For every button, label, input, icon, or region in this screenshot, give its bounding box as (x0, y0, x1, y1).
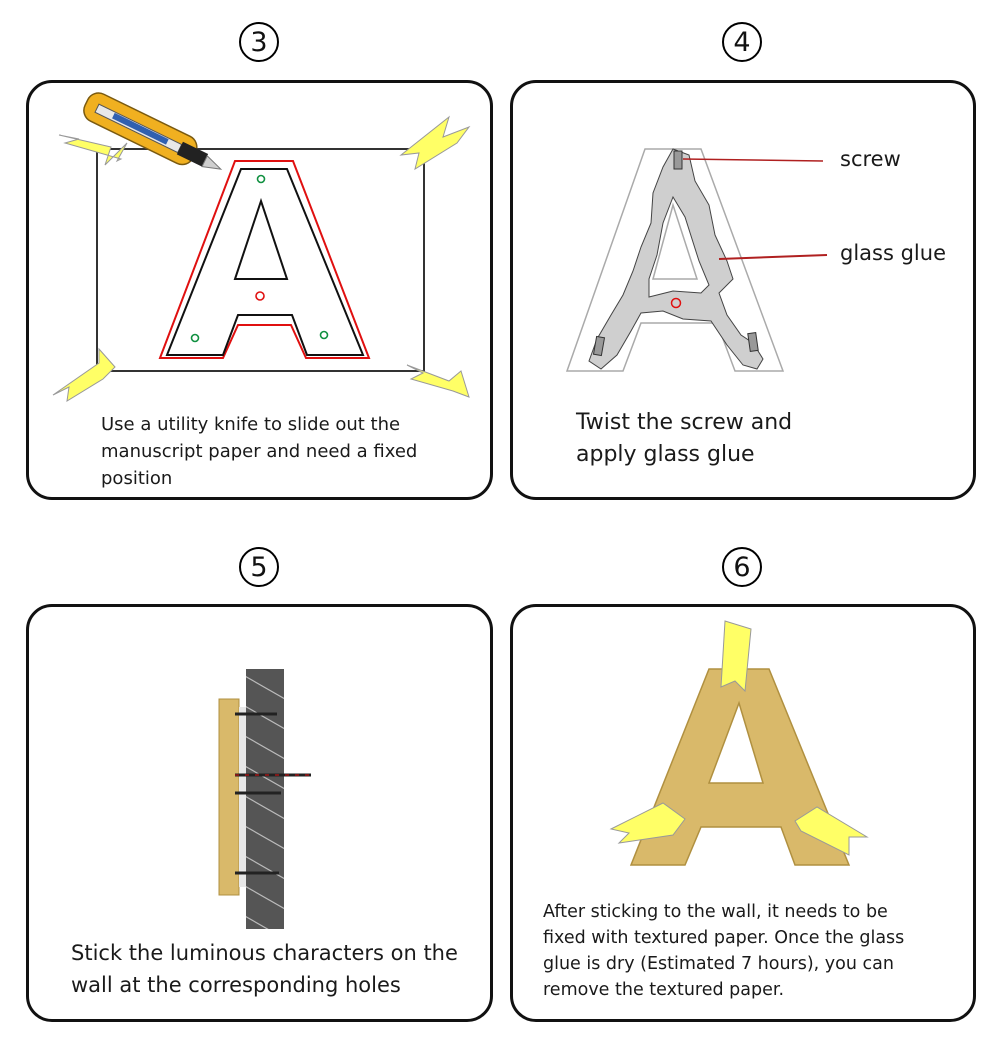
glass-glue-label: glass glue (840, 241, 946, 265)
screw-label: screw (840, 147, 901, 171)
caption-line: position (101, 468, 173, 489)
step-4-number: 4 (722, 22, 762, 62)
step-4-caption (576, 407, 956, 471)
glue-leader-line (719, 255, 827, 259)
tape-strip (53, 349, 115, 401)
step-5-number: 5 (239, 547, 279, 587)
caption-line: manuscript paper and need a fixed (101, 441, 418, 462)
tape-strip (407, 365, 469, 397)
caption-line: wall at the corresponding holes (71, 973, 401, 997)
caption-line: apply glass glue (576, 442, 755, 467)
step-3-card (26, 80, 493, 500)
step-6-caption (543, 899, 973, 1003)
step-3-number: 3 (239, 22, 279, 62)
tape-strip (721, 621, 751, 691)
caption-line: glue is dry (Estimated 7 hours), you can (543, 954, 894, 974)
caption-line: Use a utility knife to slide out the (101, 414, 401, 435)
screw-body (674, 151, 682, 169)
step-6-number: 6 (722, 547, 762, 587)
caption-line: Stick the luminous characters on the (71, 941, 458, 965)
caption-line: fixed with textured paper. Once the glass (543, 928, 905, 948)
step-3-caption (101, 411, 481, 492)
caption-line: Twist the screw and (576, 410, 793, 435)
caption-line: remove the textured paper. (543, 980, 785, 1000)
step-5-card (26, 604, 493, 1022)
step-6-card (510, 604, 976, 1022)
screw-leader-line (683, 159, 823, 161)
step-5-caption (71, 937, 491, 1001)
caption-line: After sticking to the wall, it needs to be (543, 902, 888, 922)
step-4-card (510, 80, 976, 500)
luminous-character-side (219, 699, 239, 895)
